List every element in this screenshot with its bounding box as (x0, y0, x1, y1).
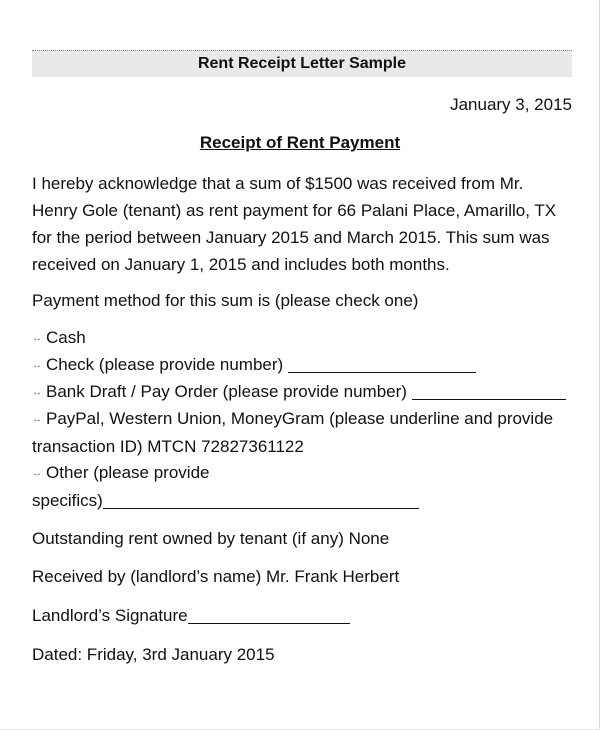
letter-heading-text: Receipt of Rent Payment (199, 133, 401, 152)
letter-heading (0, 133, 600, 153)
intro-paragraph: I hereby acknowledge that a sum of $1500 was received from Mr. Henry Gole (tenant) as rent payment for 66 Palani Place, Amarillo, TX for the period between January 2015 and March 2015. This sum was received on January 1, 2015 and includes both months. (32, 174, 557, 274)
received-by: Received by (landlord’s name) Mr. Frank Herbert (32, 567, 400, 586)
payment-option-other (32, 459, 572, 487)
dated-line: Dated: Friday, 3rd January 2015 (32, 645, 275, 664)
payment-prompt: Payment method for this sum is (please check one) (32, 291, 419, 310)
option-label-continued: specifics) (32, 491, 103, 510)
payment-option-cash (32, 324, 572, 352)
document-title: Rent Receipt Letter Sample (197, 55, 407, 72)
arrow-bullet-icon: ↔ (32, 333, 42, 344)
option-label: Cash (46, 328, 86, 347)
option-label: PayPal, Western Union, MoneyGram (please underline and provide transaction ID) MTCN 72827361122 (32, 409, 554, 456)
title-band (32, 50, 572, 77)
letter-date: January 3, 2015 (450, 95, 572, 114)
signature-blank (188, 608, 350, 624)
bank-draft-number-blank (412, 384, 566, 400)
arrow-bullet-icon: ↔ (32, 414, 42, 425)
outstanding-rent: Outstanding rent owned by tenant (if any) None (32, 529, 390, 548)
payment-option-paypal (32, 405, 572, 460)
payment-option-bank-draft (32, 378, 572, 406)
signature-line (32, 606, 350, 626)
option-label: Other (please provide (46, 463, 210, 482)
check-number-blank (288, 357, 476, 373)
arrow-bullet-icon: ↔ (32, 387, 42, 398)
option-label: Bank Draft / Pay Order (please provide number) (46, 382, 407, 401)
payment-option-check (32, 351, 572, 379)
arrow-bullet-icon: ↔ (32, 468, 42, 479)
arrow-bullet-icon: ↔ (32, 360, 42, 371)
other-specifics-line (32, 491, 419, 511)
signature-label: Landlord’s Signature (32, 606, 188, 625)
other-specifics-blank (103, 493, 419, 509)
option-label: Check (please provide number) (46, 355, 284, 374)
